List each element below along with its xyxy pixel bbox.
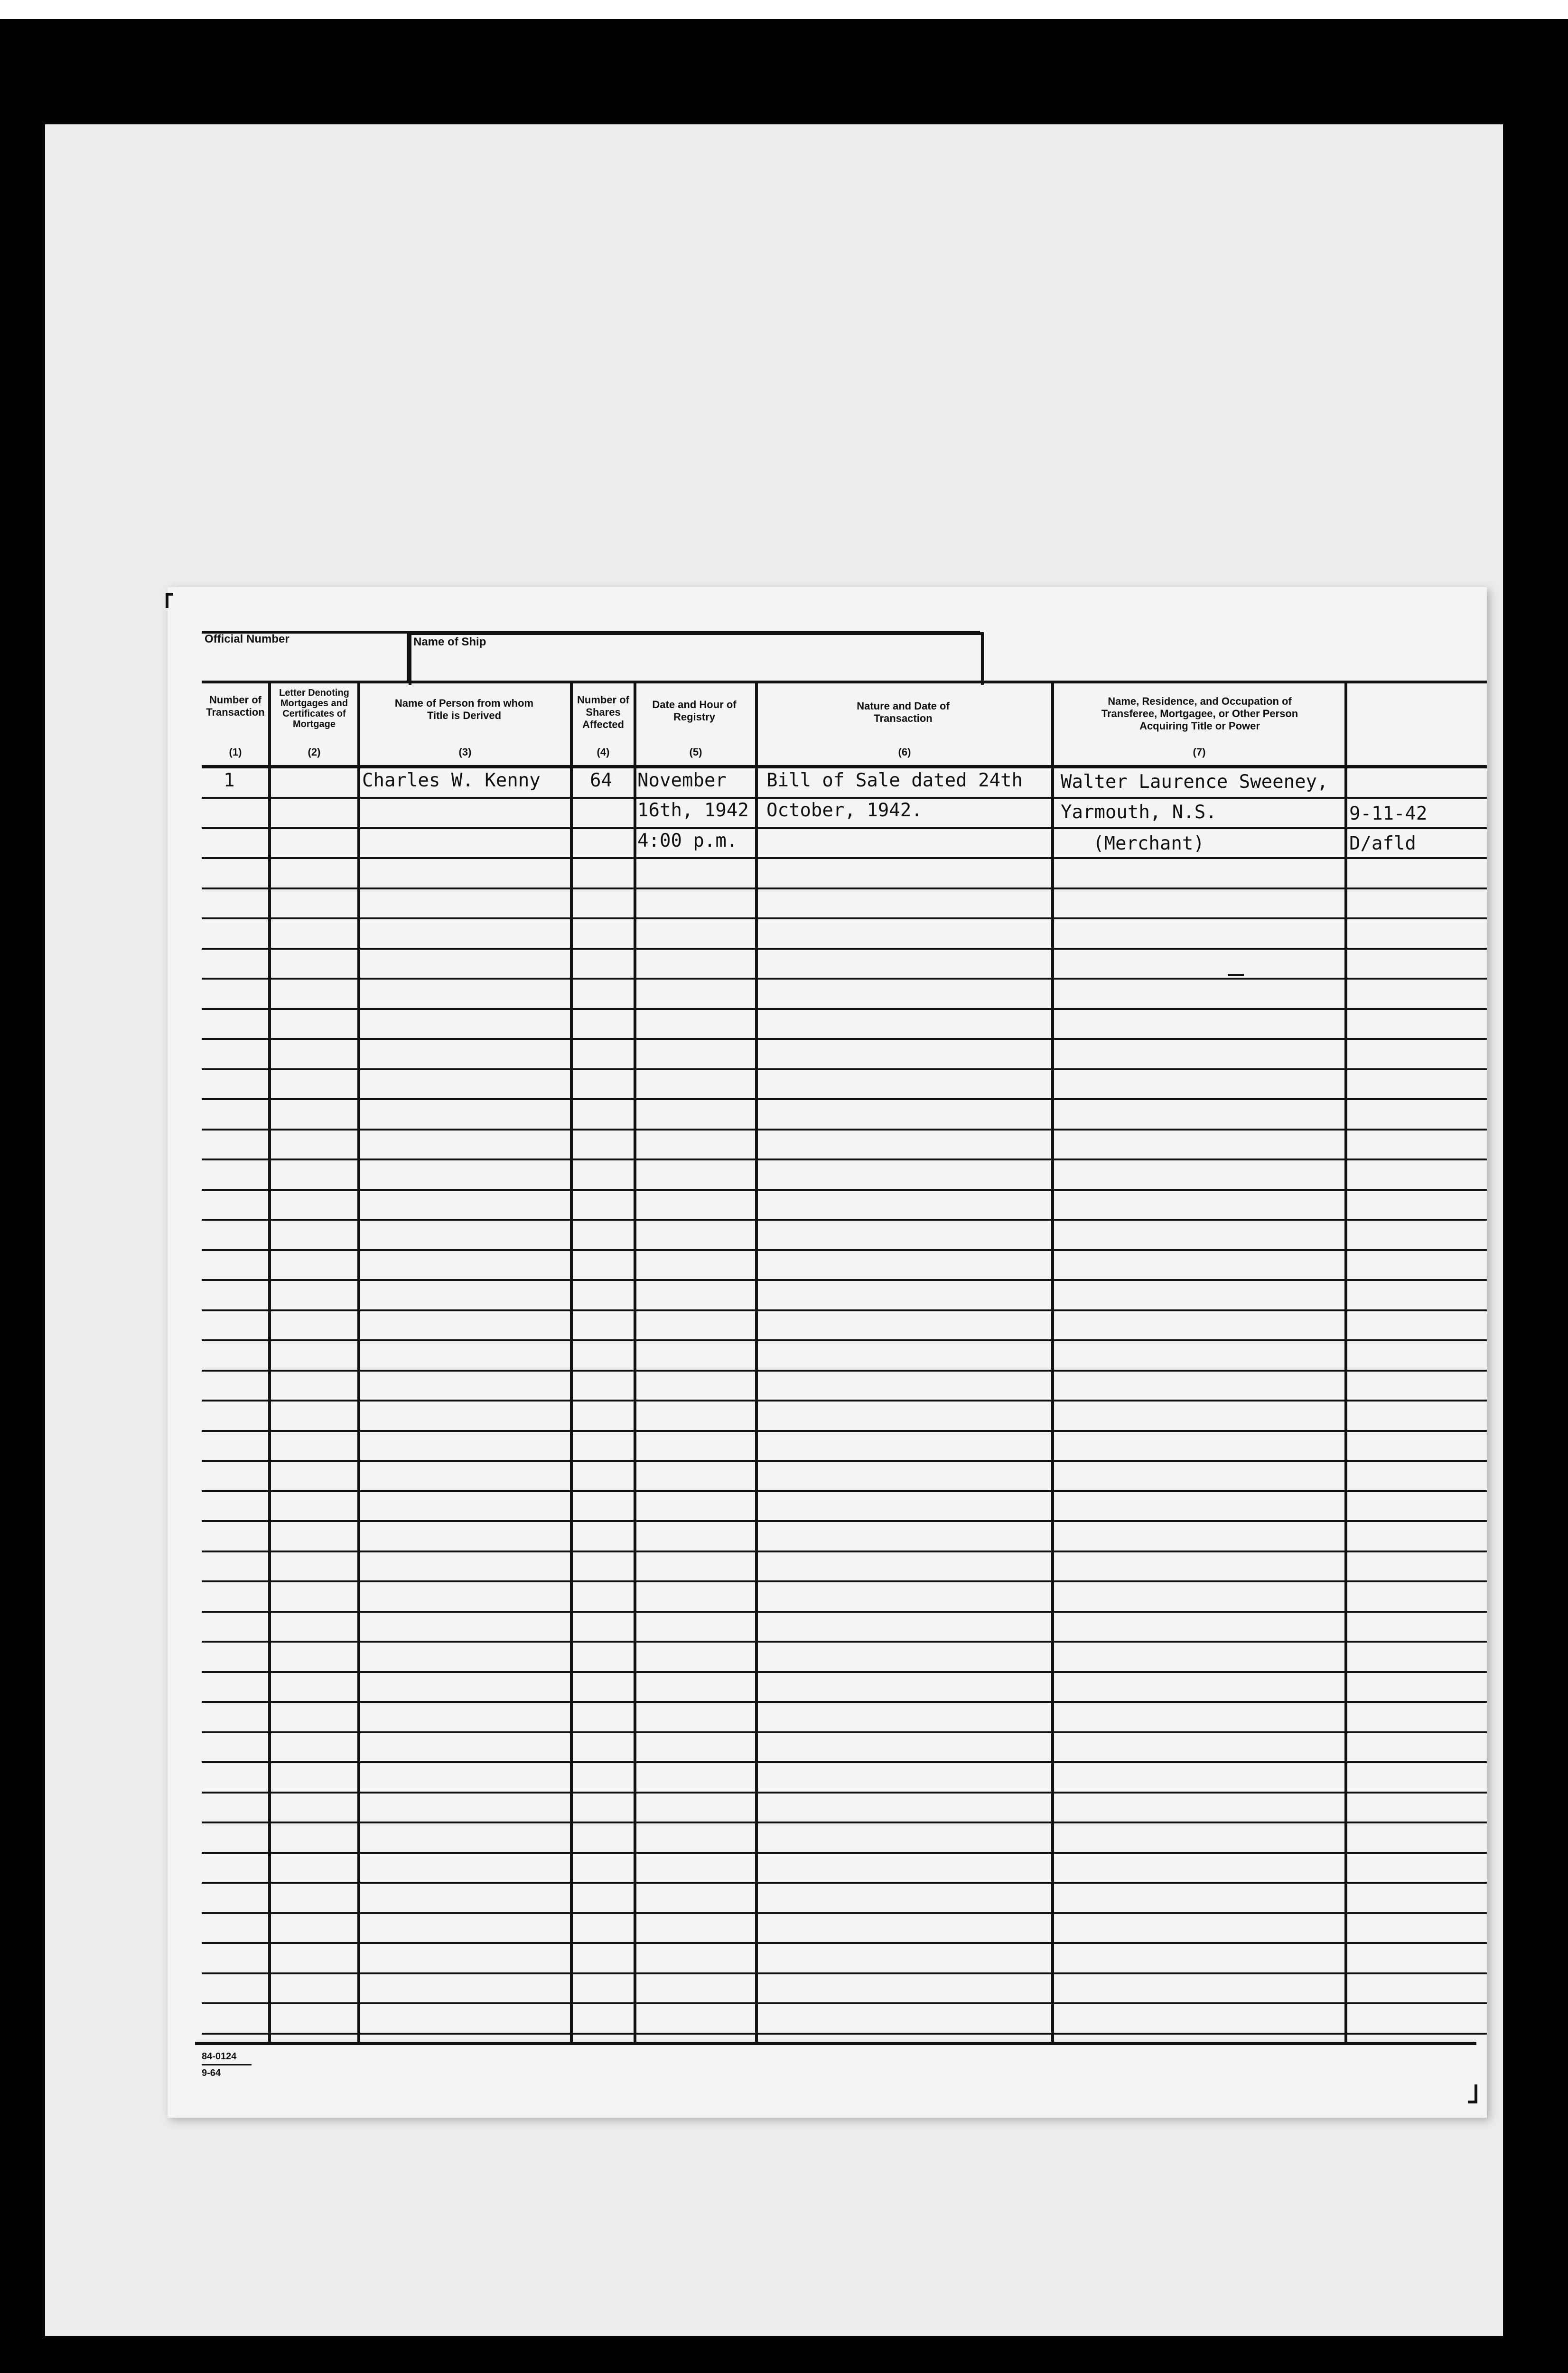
column-divider (1051, 681, 1054, 2045)
ruled-line (202, 1339, 1487, 1341)
column-number-5: (5) (689, 746, 702, 758)
ruled-line (202, 948, 1487, 950)
column-number-6: (6) (898, 746, 911, 758)
ruled-line (202, 1551, 1487, 1552)
column-header-6: Nature and Date of Transaction (857, 700, 950, 724)
ruled-line (202, 978, 1487, 980)
column-number-1: (1) (229, 746, 242, 758)
ruled-line (202, 888, 1487, 889)
ruled-line (202, 1460, 1487, 1462)
ruled-line (202, 1912, 1487, 1914)
column-number-2: (2) (308, 746, 321, 758)
ruled-line (202, 1520, 1487, 1522)
ruled-line (202, 1972, 1487, 1974)
ruled-line (202, 1611, 1487, 1613)
transaction-nature-line: October, 1942. (766, 800, 923, 821)
form-code-date: 9-64 (202, 2068, 221, 2078)
ruled-line (202, 1189, 1487, 1191)
ruled-line (202, 1370, 1487, 1372)
transferee-line: Yarmouth, N.S. (1061, 802, 1217, 823)
form-code-rule (202, 2064, 252, 2065)
transferee-line: (Merchant) (1093, 833, 1204, 854)
column-header-5: Date and Hour of Registry (652, 699, 737, 723)
corner-mark (1468, 2084, 1477, 2103)
ruled-line (202, 1641, 1487, 1643)
column-header-2: Letter Denoting Mortgages and Certificates of Mortgage (279, 688, 349, 729)
ruled-line (202, 1430, 1487, 1432)
ruled-line (202, 2002, 1487, 2004)
ruled-line (202, 1852, 1487, 1854)
film-top-border (0, 0, 1568, 19)
margin-note: D/afld (1349, 833, 1416, 854)
ruled-line (202, 1490, 1487, 1492)
column-divider (268, 681, 271, 2045)
margin-note: 9-11-42 (1349, 803, 1428, 824)
ruled-line (202, 1158, 1487, 1160)
column-number-3: (3) (458, 746, 472, 758)
column-header-1: Number of Transaction (206, 694, 265, 718)
ruled-line (202, 1038, 1487, 1040)
column-divider (570, 681, 573, 2045)
column-number-7: (7) (1193, 746, 1206, 758)
form-code-number: 84-0124 (202, 2051, 237, 2062)
ruled-line (202, 1129, 1487, 1130)
ship-name-box (409, 632, 984, 685)
form-code (202, 2050, 252, 2079)
registry-date-line: 16th, 1942 (637, 800, 749, 821)
registry-form (168, 587, 1487, 2118)
ruled-line (202, 1219, 1487, 1221)
ruled-line (202, 1279, 1487, 1281)
registry-date-line: 4:00 p.m. (637, 830, 738, 851)
ruled-line (202, 1671, 1487, 1673)
official-number-label: Official Number (205, 633, 289, 645)
column-divider (634, 681, 636, 2045)
ruled-line (202, 1008, 1487, 1010)
ruled-line (202, 1249, 1487, 1251)
ruled-line (202, 1882, 1487, 1884)
registry-date-line: November (637, 770, 727, 791)
column-divider (755, 681, 758, 2045)
table-top-rule (202, 681, 1487, 683)
backing-sheet (45, 124, 1503, 2336)
column-number-4: (4) (597, 746, 610, 758)
ruled-line (202, 1068, 1487, 1070)
ruled-line (202, 1400, 1487, 1401)
ruled-line (202, 1822, 1487, 1823)
ruled-line (202, 1701, 1487, 1703)
ship-name-label: Name of Ship (413, 635, 486, 648)
ruled-line (202, 1580, 1487, 1582)
ruled-line (202, 917, 1487, 919)
ruled-line (202, 797, 1487, 799)
ruled-line (202, 1942, 1487, 1944)
transaction-nature-line: Bill of Sale dated 24th (766, 770, 1023, 791)
transaction-number: 1 (224, 770, 235, 791)
column-header-7: Name, Residence, and Occupation of Transferee, Mortgagee, or Other Person Acquiring Title or Power (1101, 695, 1298, 732)
column-divider (357, 681, 360, 2045)
column-header-3: Name of Person from whom Title is Derived (394, 697, 534, 721)
column-divider (1344, 681, 1347, 2045)
ruled-line (202, 1761, 1487, 1763)
table-bottom-rule (195, 2042, 1476, 2045)
ruled-line (202, 1098, 1487, 1100)
ruled-line (202, 1309, 1487, 1311)
ruled-line (202, 1792, 1487, 1794)
header-bottom-rule (202, 765, 1487, 768)
transferee-line: Walter Laurence Sweeney, (1061, 771, 1328, 793)
stray-mark (1228, 974, 1244, 976)
ruled-line (202, 857, 1487, 859)
column-header-4: Number of Shares Affected (577, 694, 629, 730)
shares-affected: 64 (590, 770, 612, 791)
person-from-name: Charles W. Kenny (362, 770, 541, 791)
corner-mark (166, 593, 173, 608)
ruled-line (202, 1731, 1487, 1733)
ruled-line (202, 2033, 1487, 2035)
ruled-line (202, 827, 1487, 829)
